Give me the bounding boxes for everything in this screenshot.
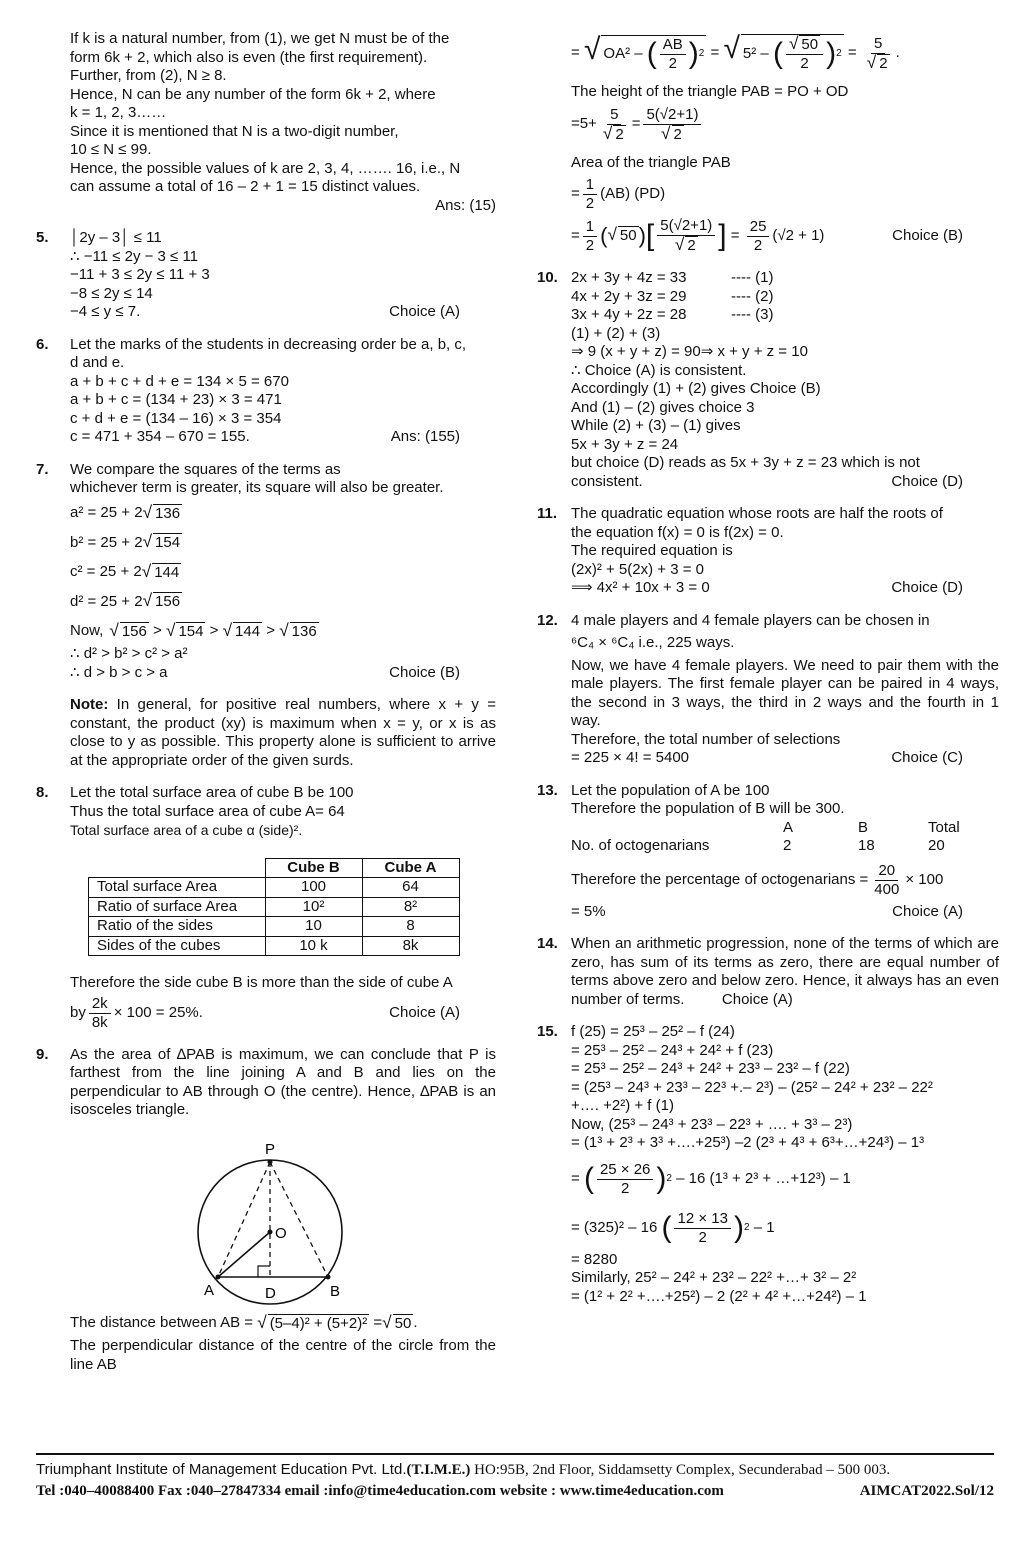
q9-choice: Choice (B) [892, 226, 963, 244]
q12-line-2: Therefore, the total number of selections [571, 730, 841, 748]
question-13 [537, 782, 999, 922]
q7-therefore-2: ∴ d > b > c > a [70, 663, 168, 681]
text-line: We compare the squares of the terms as [70, 460, 341, 478]
q11-last-line: ⟹ 4x² + 10x + 3 = 0 [571, 579, 710, 596]
q7-choice: Choice (B) [389, 663, 460, 681]
q10-equations [571, 269, 999, 325]
sqrt-154: √ 154 [142, 531, 181, 551]
point-p [268, 1159, 273, 1164]
table-cell: Sides of the cubes [89, 936, 266, 956]
q9-text: As the area of ∆PAB is maximum, we can conclude that P is farthest from the line joining A and B and lies on the perpendicular to AB through O (the centre). Hence, ∆PAB is an isosceles triangle. [70, 1045, 496, 1118]
text-line: ∴ Choice (A) is consistent. [571, 361, 747, 379]
question-number: 10. [537, 269, 558, 286]
table-cell: 8k [362, 936, 459, 956]
text-line: ∴ −11 ≤ 2y − 3 ≤ 11 [70, 247, 199, 265]
q13-choice: Choice (A) [892, 902, 963, 920]
label-o: O [275, 1224, 287, 1242]
text-line: = (1³ + 2³ + 3³ +….+25³) –2 (2³ + 4³ + 6³+…+24³) – 1³ [571, 1134, 925, 1151]
question-number: 12. [537, 611, 558, 629]
intro-lines [70, 30, 496, 197]
q7-lines [70, 461, 496, 498]
q10-choice: Choice (D) [891, 472, 963, 490]
text-line: the equation f(x) = 0 is f(2x) = 0. [571, 523, 784, 541]
distance-ab: The distance between AB = √ (5–4)² + (5+2)² = √ 50 . [70, 1311, 418, 1332]
page-footer [36, 1453, 994, 1500]
column-header: A [783, 818, 794, 836]
column-header: Total [928, 818, 960, 836]
a-squared: a² = 25 + 2 √ 136 [70, 501, 181, 522]
table-row [89, 897, 460, 917]
footer-divider [36, 1453, 994, 1455]
label-b: B [330, 1282, 341, 1300]
q12-last-line: = 225 × 4! = 5400 [571, 749, 690, 766]
question-12 [537, 612, 999, 768]
text-line: Since it is mentioned that N is a two-digit number, [70, 122, 399, 140]
table-cell: Ratio of the sides [89, 917, 266, 937]
text-line: Thus the total surface area of cube A= 64 [70, 802, 345, 820]
text-line: Let the population of A be 100 [571, 781, 770, 799]
footer-contact-line [36, 1483, 994, 1500]
table-header-cell: Cube B [265, 858, 362, 878]
text-line: If k is a natural number, from (1), we get N must be of the [70, 30, 450, 47]
q12-para: Now, we have 4 female players. We need to pair them with the male players. The first female player can be paired in 4 ways, the second in 3 ways, the third in 2 ways and the fourth in 1 way. [571, 656, 999, 729]
height-text: The height of the triangle PAB = PO + OD [571, 83, 849, 100]
circle-diagram [182, 1128, 382, 1308]
text-line: │2y – 3│ ≤ 11 [70, 229, 162, 246]
row-cell: 2 [783, 837, 792, 854]
q5-last-line: −4 ≤ y ≤ 7. [70, 303, 141, 320]
question-14 [537, 935, 999, 1009]
q14-choice: Choice (A) [721, 990, 793, 1008]
q15-fraction-2: = (325)² – 16 ( $\frac{12 \times 13}{2}$ ) 2 – 1 [571, 1209, 775, 1246]
text-line: Further, from (2), N ≥ 8. [70, 67, 227, 84]
ratio-fraction: $\frac{2k}{8k}$ [89, 995, 111, 1032]
table-cell: 100 [265, 878, 362, 898]
percentage-equation: Therefore the percentage of octogenarians = $\frac{20}{400}$ × 100 [571, 861, 944, 898]
label-p: P [265, 1140, 276, 1158]
text-line: −8 ≤ 2y ≤ 14 [70, 284, 153, 302]
question-number: 9. [36, 1045, 49, 1063]
table-cell: Ratio of surface Area [89, 897, 266, 917]
q13-last-line: = 5% [571, 902, 606, 920]
question-number: 5. [36, 229, 49, 246]
column-header: B [858, 818, 869, 836]
point-b [326, 1274, 331, 1279]
footer-org-line: Triumphant Institute of Management Education Pvt. Ltd.(T.I.M.E.) HO:95B, 2nd Floor, Siddamsetty Complex, Secunderabad – 500 003. [36, 1461, 891, 1478]
q8-formula: Total surface area of a cube α (side)². [70, 822, 303, 838]
table-cell: 10 k [265, 936, 362, 956]
text-line: 5x + 3y + z = 24 [571, 435, 679, 453]
label-a: A [204, 1281, 215, 1299]
question-number: 15. [537, 1023, 558, 1040]
right-column [537, 34, 999, 1320]
table-header-cell: Cube A [362, 858, 459, 878]
text-line: k = 1, 2, 3…… [70, 104, 167, 121]
question-number: 13. [537, 781, 558, 799]
text-line: Therefore the population of B will be 300. [571, 800, 845, 817]
text-line: (1) + (2) + (3) [571, 324, 661, 342]
q12-combination: ⁶C₄ × ⁶C₄ i.e., 225 ways. [571, 634, 735, 651]
equation-row: 4x + 2y + 3z = 29 ---- (2) [571, 287, 774, 305]
question-8: 8. Let the total surface area of cube B be 100 Thus the total surface area of cube A= 64 Total surface area of a cube α (side)². Cube B Cube A Total surface Area 100 64 Ratio of surface Area 10² 8² Ratio of the sides 10 8 Sides of the cubes 10 k 8k Therefore the side cube B is more than the side of cube A by $\frac{2k}{8k}$ × 100 = 25%. Choice (A) [36, 784, 496, 1032]
table-cell: Total surface Area [89, 878, 266, 898]
octogenarian-header [571, 819, 999, 838]
text-line: = 8280 [571, 1250, 618, 1268]
table-header-cell [89, 858, 266, 878]
point-o [268, 1229, 273, 1234]
text-line: but choice (D) reads as 5x + 3y + z = 23 which is not [571, 454, 920, 471]
question-6 [36, 336, 496, 447]
text-line: a + b + c = (134 + 23) × 3 = 471 [70, 391, 282, 408]
question-7 [36, 461, 496, 771]
sqrt-144: √ 144 [141, 560, 180, 581]
surd-order: Now, √ 156 > √ 154 > √ 144 > √ 136 [70, 619, 317, 640]
q11-lines [571, 505, 999, 579]
line-pa [218, 1162, 270, 1277]
area-text: Area of the triangle PAB [571, 153, 731, 171]
text-line: Hence, the possible values of k are 2, 3, 4, ……. 16, i.e., N [70, 159, 461, 177]
equation-row: 2x + 3y + 4z = 33 ---- (1) [571, 269, 774, 286]
q5-choice: Choice (A) [389, 303, 460, 320]
question-9 [36, 1046, 496, 1375]
footer-page-code: AIMCAT2022.Sol/12 [859, 1483, 994, 1499]
text-line: Let the marks of the students in decreasing order be a, b, c, [70, 335, 467, 353]
right-angle-mark [258, 1266, 270, 1277]
cube-table [88, 858, 460, 957]
q15-lines [571, 1023, 999, 1153]
q14-text: When an arithmetic progression, none of the terms of which are zero, has sum of its terms as zero, there are equal number of terms above zero and below zero. Hence, it always has an even number of terms. Choice (A) [571, 935, 999, 1008]
perp-distance-equation: = √ OA² – ( $\frac{AB}{2}$ ) 2 = √ 5² – ( √ 50 2 ) 2 = 5 √ 2 . [571, 32, 900, 72]
q6-last-line: c = 471 + 354 – 670 = 155. [70, 428, 250, 445]
q7-therefore-1: ∴ d² > b² > c² > a² [70, 645, 188, 662]
q12-line-1: 4 male players and 4 female players can be chosen in [571, 611, 930, 629]
question-10 [537, 269, 999, 491]
text-line: (2x)² + 5(2x) + 3 = 0 [571, 560, 704, 578]
table-cell: 64 [362, 878, 459, 898]
text-line: f (25) = 25³ – 25² – f (24) [571, 1023, 735, 1040]
text-line: a + b + c + d + e = 134 × 5 = 670 [70, 372, 289, 390]
q12-choice: Choice (C) [891, 749, 963, 766]
q8-lines [70, 784, 496, 821]
question-number: 6. [36, 335, 49, 353]
text-line: form 6k + 2, which also is even (the first requirement). [70, 48, 428, 66]
sqrt-156: √ 156 [142, 590, 181, 610]
q6-choice: Ans: (155) [390, 428, 460, 445]
perpendicular-distance: The perpendicular distance of the centre of the circle from the line AB [70, 1337, 496, 1373]
question-4-continued [36, 30, 496, 215]
question-number: 7. [36, 460, 49, 478]
b-squared: b² = 25 + 2 √ 154 [70, 531, 181, 551]
sqrt-136: √ 136 [142, 501, 181, 522]
table-row [89, 878, 460, 898]
point-a [216, 1274, 221, 1279]
d-squared: d² = 25 + 2 √ 156 [70, 590, 181, 610]
table-cell: 10 [265, 917, 362, 937]
q8-conclusion: Therefore the side cube B is more than the side of cube A [70, 974, 453, 991]
q15-tail-lines [571, 1251, 999, 1307]
table-cell: 8 [362, 917, 459, 937]
q7-note: Note: In general, for positive real numbers, where x + y = constant, the product (xy) is maximum when x = y, or x is as close to y as possible. This property alone is sufficient to arrive at the appropriate order of the given surds. [70, 696, 497, 769]
octogenarian-row [571, 837, 999, 856]
text-line: The quadratic equation whose roots are half the roots of [571, 505, 943, 522]
text-line: Now, (25³ – 24³ + 23³ – 22³ + …. + 3³ – 2³) [571, 1115, 853, 1133]
height-equation: =5+ 5 √ 2 = 5(√2+1) √ 2 [571, 106, 999, 144]
area-equation-1: = $\frac{1}{2}$ (AB) (PD) [571, 176, 666, 212]
text-line: Accordingly (1) + (2) gives Choice (B) [571, 380, 821, 397]
q10-last-line: consistent. [571, 472, 643, 490]
row-cell: 20 [928, 837, 945, 854]
row-cell: No. of octogenarians [571, 837, 710, 854]
q5-lines [70, 229, 496, 303]
q11-choice: Choice (D) [891, 579, 963, 596]
text-line: Let the total surface area of cube B be 100 [70, 784, 354, 801]
question-11 [537, 505, 999, 598]
text-line: −11 + 3 ≤ 2y ≤ 11 + 3 [70, 266, 210, 283]
table-row [89, 936, 460, 956]
q8-choice: Choice (A) [389, 1003, 460, 1021]
text-line: While (2) + (3) – (1) gives [571, 417, 741, 434]
question-5 [36, 229, 496, 322]
question-number: 11. [537, 505, 558, 522]
table-row [89, 917, 460, 937]
row-cell: 18 [858, 837, 875, 854]
q6-lines [70, 336, 496, 429]
c-squared: c² = 25 + 2 √ 144 [70, 560, 180, 581]
text-line: The required equation is [571, 542, 733, 559]
answer-4: Ans: (15) [435, 196, 496, 214]
q13-lines [571, 782, 999, 819]
footer-contact: Tel :040–40088400 Fax :040–27847334 email :info@time4education.com website : www.time4education.com [36, 1483, 724, 1499]
q10-lines [571, 325, 999, 473]
line-ao [218, 1232, 270, 1277]
question-15 [537, 1023, 999, 1306]
text-line: c + d + e = (134 – 16) × 3 = 354 [70, 409, 282, 427]
question-number: 14. [537, 935, 558, 952]
column-header [571, 819, 761, 838]
text-line: And (1) – (2) gives choice 3 [571, 398, 755, 416]
question-9-continued [537, 34, 999, 255]
area-equation-2: = $\frac{1}{2}$ ( √ 50 ) [ 5(√2+1) √ 2 ] = $\frac{25}{2}$ (√2 + 1) Choice (B) [571, 217, 999, 255]
label-d: D [265, 1284, 276, 1302]
text-line: ⇒ 9 (x + y + z) = 90⇒ x + y + z = 10 [571, 343, 808, 360]
text-line: whichever term is greater, its square will also be greater. [70, 479, 444, 496]
text-line: Similarly, 25² – 24² + 23² – 22² +…+ 3² – 2² [571, 1269, 857, 1286]
question-number: 8. [36, 784, 49, 801]
equation-row: 3x + 4y + 2z = 28 ---- (3) [571, 306, 774, 323]
text-line: = (1² + 2² +….+25²) – 2 (2² + 4² +…+24²) – 1 [571, 1287, 867, 1305]
text-line: +…. +2²) + f (1) [571, 1097, 674, 1114]
text-line: = 25³ – 25² – 24³ + 24² + f (23) [571, 1041, 774, 1059]
text-line: Hence, N can be any number of the form 6k + 2, where [70, 85, 436, 103]
table-cell: 10² [265, 897, 362, 917]
table-cell: 8² [362, 897, 459, 917]
text-line: can assume a total of 16 – 2 + 1 = 15 distinct values. [70, 178, 421, 195]
text-line: = 25³ – 25² – 24³ + 24² + 23³ – 23² – f (22) [571, 1060, 850, 1077]
left-column [36, 30, 496, 1388]
text-line: d and e. [70, 354, 125, 371]
text-line: = (25³ – 24³ + 23³ – 22³ +.– 2³) – (25² – 24² + 23² – 22² [571, 1078, 933, 1096]
text-line: 10 ≤ N ≤ 99. [70, 141, 152, 158]
q15-fraction-1: = ( $\frac{25 \times 26}{2}$ ) 2 – 16 (1³ + 2³ + …+12³) – 1 [571, 1160, 851, 1197]
